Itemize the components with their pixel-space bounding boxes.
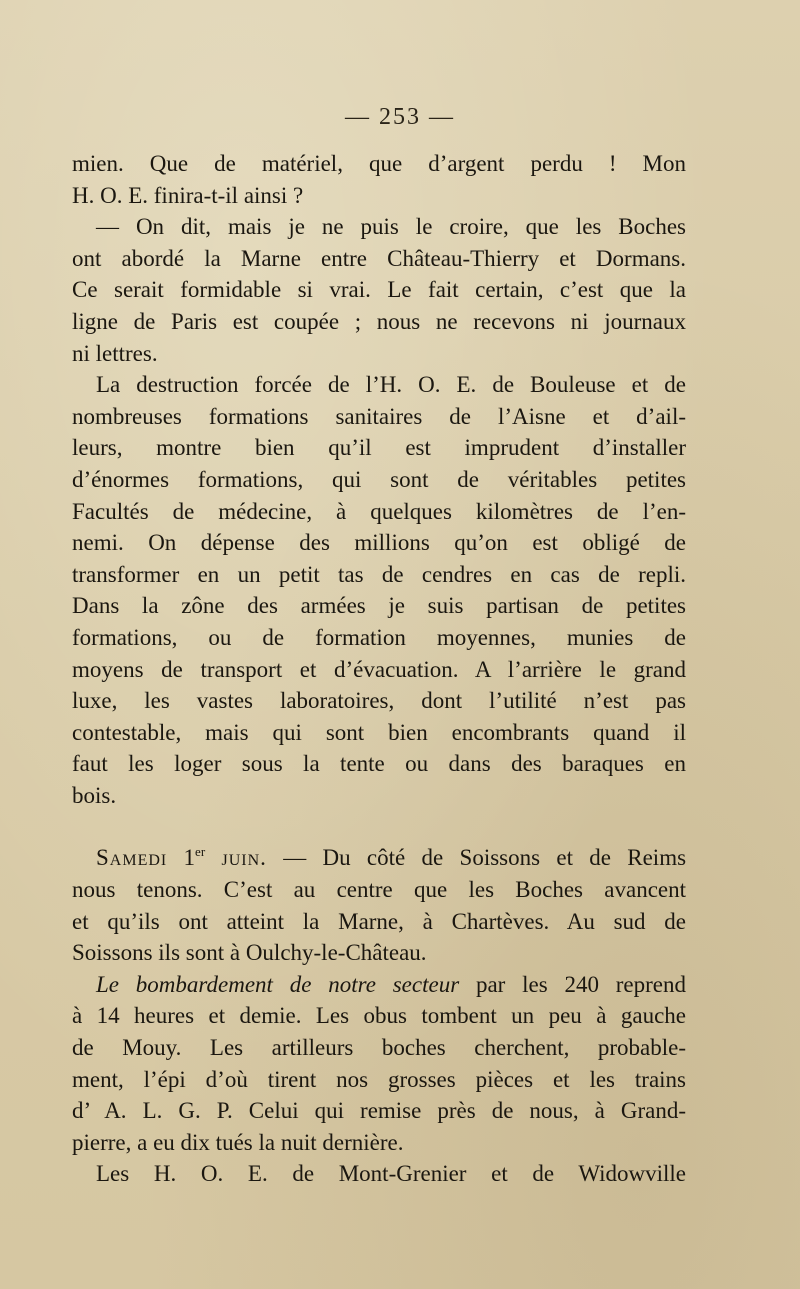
text-line bbox=[72, 842, 686, 874]
dated-entry bbox=[72, 842, 686, 968]
paragraph-continuation bbox=[72, 401, 686, 812]
text-line: Soissons ils sont à Oulchy-le-Château. bbox=[72, 940, 427, 966]
paragraph-gap bbox=[72, 811, 686, 842]
page-number: — 253 — bbox=[345, 104, 455, 130]
text-line: transformer en un petit tas de cendres en cas de repli. bbox=[72, 561, 686, 587]
text-line: — On dit, mais je ne puis le croire, que les Boches bbox=[96, 214, 686, 240]
paragraph bbox=[72, 1158, 686, 1190]
text-line: d’ A. L. G. P. Celui qui remise près de nous, à Grand- bbox=[72, 1098, 686, 1124]
text-line: d’énormes formations, qui sont de véritables petites bbox=[72, 466, 686, 492]
text-line: mien. Que de matériel, que d’argent perdu ! Mon bbox=[72, 151, 686, 176]
text-line: faut les loger sous la tente ou dans des baraques en bbox=[72, 751, 686, 777]
text-line: Dans la zône des armées je suis partisan de petites bbox=[72, 593, 686, 619]
paragraph bbox=[72, 211, 686, 243]
text-line: formations, ou de formation moyennes, munies de bbox=[72, 624, 686, 650]
paragraph bbox=[72, 369, 686, 401]
date-month: juin. bbox=[221, 845, 267, 871]
paragraph-continuation bbox=[72, 243, 686, 369]
paragraph bbox=[72, 969, 686, 1159]
entry-text: par les 240 reprend bbox=[459, 971, 686, 997]
text-line: Ce serait formidable si vrai. Le fait certain, c’est que la bbox=[72, 277, 686, 303]
text-line: luxe, les vastes laboratoires, dont l’utilité n’est pas bbox=[72, 688, 686, 714]
text-line: ligne de Paris est coupée ; nous ne recevons ni journaux bbox=[72, 308, 686, 334]
text-line: de Mouy. Les artilleurs boches cherchent, probable- bbox=[72, 1035, 686, 1061]
date-day: Samedi bbox=[96, 845, 168, 871]
text-line: moyens de transport et d’évacuation. A l’arrière le grand bbox=[72, 656, 686, 682]
text-line: ont abordé la Marne entre Château-Thierry et Dormans. bbox=[72, 245, 686, 271]
text-line: nombreuses formations sanitaires de l’Aisne et d’ail- bbox=[72, 403, 686, 429]
body-text bbox=[72, 148, 686, 1190]
text-line: Les H. O. E. de Mont-Grenier et de Widowville bbox=[96, 1161, 686, 1187]
text-line: Facultés de médecine, à quelques kilomètres de l’en- bbox=[72, 498, 686, 524]
text-line: à 14 heures et demie. Les obus tombent un peu à gauche bbox=[72, 1003, 686, 1029]
date-number: 1 bbox=[183, 845, 196, 871]
text-line: bois. bbox=[72, 782, 117, 808]
text-line: et qu’ils ont atteint la Marne, à Chartèves. Au sud de bbox=[72, 908, 686, 934]
text-line: ni lettres. bbox=[72, 340, 158, 366]
text-line: pierre, a eu dix tués la nuit dernière. bbox=[72, 1129, 404, 1155]
italic-lead: Le bombardement de notre secteur bbox=[96, 971, 460, 997]
text-line: contestable, mais qui sont bien encombrants quand il bbox=[72, 719, 686, 745]
text-line: nous tenons. C’est au centre que les Boches avancent bbox=[72, 877, 686, 903]
entry-text: — Du côté de Soissons et de Reims bbox=[283, 845, 687, 871]
text-line bbox=[72, 969, 686, 1001]
text-line: H. O. E. finira-t-il ainsi ? bbox=[72, 182, 304, 208]
date-superscript: er bbox=[195, 844, 206, 860]
text-line: La destruction forcée de l’H. O. E. de Bouleuse et de bbox=[96, 372, 686, 398]
paragraph bbox=[72, 148, 686, 211]
text-line: leurs, montre bien qu’il est imprudent d’installer bbox=[72, 435, 686, 461]
text-line: ment, l’épi d’où tirent nos grosses pièces et les trains bbox=[72, 1066, 686, 1092]
text-line: nemi. On dépense des millions qu’on est obligé de bbox=[72, 530, 686, 556]
